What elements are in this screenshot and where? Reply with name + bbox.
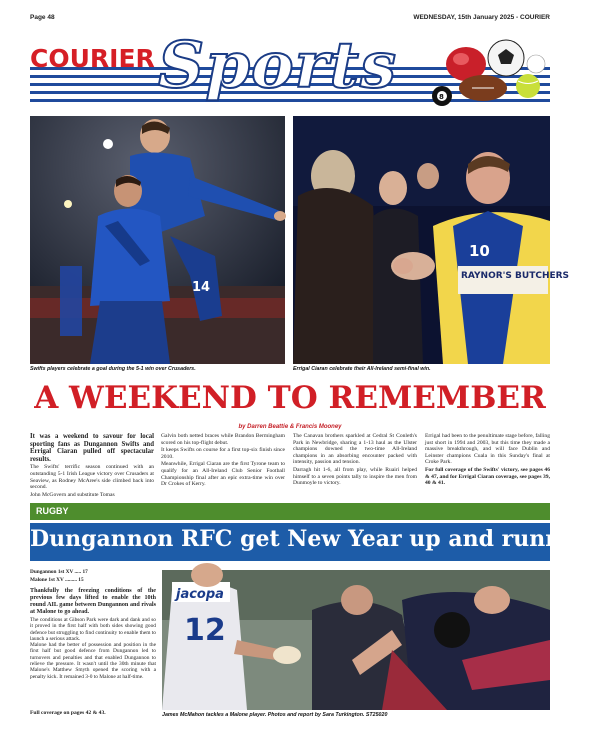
story-paragraph: The Swifts' terrific season continued with an outstanding 5-1 Irish League victory over Crusaders at Seaview, as Rodney McAree's side climbed back into second. xyxy=(30,464,154,491)
rugby-photo-caption: James McMahon tackles a Malone player. Photos and report by Sara Turkington. ST25020 xyxy=(162,712,388,718)
story-paragraph: Galvin both netted braces while Brandon Bermingham scored on his top-flight debut. xyxy=(161,433,285,446)
rugby-section-label: RUGBY xyxy=(36,506,69,516)
rugby-paragraph: The conditions at Gibson Park were dark and dank and so it proved in the first half with both sides showing good defence but struggling to find continuity to enable them to launch a serious attack. xyxy=(30,617,156,642)
sports-balls-graphic xyxy=(428,36,550,111)
story-paragraph: Meanwhile, Errigal Ciaran are the first Tyrone team to qualify for an All-Ireland Club Senior Football Championship final after an epic extra-time win over Dr Crokes of Kerry. xyxy=(161,461,285,488)
main-headline: A WEEKEND TO REMEMBER xyxy=(34,380,546,416)
score-line-dungannon: Dungannon 1st XV ..... 17 xyxy=(30,569,88,575)
story-paragraph: Darragh hit 1-6, all from play, while Ruairi helped himself to a seven points tally to inspire the men from Dunmoyle to victory. xyxy=(293,466,417,487)
masthead xyxy=(30,28,550,111)
rugby-lead: Thankfully the freezing conditions of the previous few days lifted to enable the 10th round AIL game between Dungannon and rivals at Malone to go ahead. xyxy=(30,588,156,615)
gaa-number: 10 xyxy=(469,242,490,260)
photo-jersey: 12 xyxy=(184,613,226,648)
coverage-note: For full coverage of the Swifts' victory, see pages 46 & 47, and for Errigal Ciaran coverage, see pages 39, 40 & 41. xyxy=(425,466,550,487)
swifts-celebration-photo xyxy=(30,116,285,364)
rugby-section-bar xyxy=(30,503,550,520)
rugby-paragraph: Malone had the better of possession and position in the first half but good defence from Dungannon led to turnovers and penalties and that enabled Dungannon to relieve the pressure. It wasn't until the 30th minute that Malone's Matthew Smyth opened the scoring with a penalty kick. It remained 3-0 to Malone at half-time. xyxy=(30,642,156,680)
story-lead: It was a weekend to savour for local sporting fans as Dungannon Swifts and Errigal Ciaran pulled off spectacular results. xyxy=(30,433,154,463)
rugby-story xyxy=(30,588,156,680)
page-number: Page 48 xyxy=(30,14,55,21)
jersey-number: 14 xyxy=(192,280,211,295)
rugby-headline-bar xyxy=(30,523,611,561)
rugby-full-coverage: Full coverage on pages 42 & 43. xyxy=(30,710,106,716)
swifts-photo-caption: Swifts players celebrate a goal during the 5-1 win over Crusaders. xyxy=(30,366,196,372)
score-line-malone: Malone 1st XV ......... 15 xyxy=(30,577,84,583)
story-column-1 xyxy=(30,433,154,499)
rugby-headline: Dungannon RFC get New Year up and running! xyxy=(30,526,611,552)
rugby-photo-art xyxy=(162,570,550,710)
errigal-photo-art xyxy=(293,116,570,364)
errigal-celebration-photo xyxy=(293,116,570,364)
story-column-3 xyxy=(293,433,417,488)
photo-sponsor: jacopa xyxy=(176,587,224,602)
rugby-action-photo xyxy=(162,570,550,710)
errigal-photo-caption: Errigal Ciaran celebrate their All-Ireland semi-final win. xyxy=(293,366,431,372)
story-column-2 xyxy=(161,433,285,489)
story-paragraph: John McGovern and substitute Tomas xyxy=(30,491,115,498)
issue-date: WEDNESDAY, 15th January 2025 - COURIER xyxy=(413,14,550,21)
byline: by Darren Beattie & Francis Mooney xyxy=(238,424,342,430)
story-paragraph: The Canavan brothers sparkled at Cedral St Conleth's Park in Newbridge, sharing a 1-13 haul as the Ulster champions downed the two-time All-Ireland champions in an absorbing encounter packed with intensity, passion and tension. xyxy=(293,433,417,466)
svg-text:8: 8 xyxy=(439,93,444,101)
story-paragraph: Errigal had been to the penultimate stage before, falling just short in 1994 and 2003, but this time they made a massive breakthrough, and will face Dublin and Leinster champions Cuala in this Sunday's final at Croke Park. xyxy=(425,433,550,466)
page-header xyxy=(30,12,550,24)
story-paragraph: It keeps Swifts on course for a first top-six finish since 2010. xyxy=(161,447,285,460)
story-column-4 xyxy=(425,433,550,488)
sports-logo: Sports xyxy=(158,28,397,103)
sponsor-text: RAYNOR'S BUTCHERS xyxy=(461,271,570,281)
swifts-photo-art xyxy=(30,116,285,364)
courier-logo: COURIER xyxy=(30,44,155,73)
